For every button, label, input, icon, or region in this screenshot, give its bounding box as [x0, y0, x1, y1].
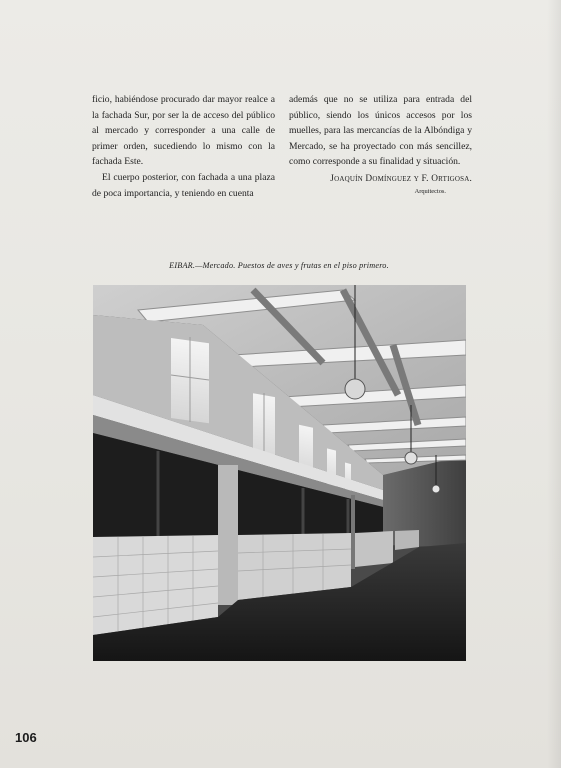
- market-interior-photo: [93, 285, 466, 661]
- author-signature: Joaquín Domínguez y F. Ortigosa.: [330, 173, 472, 184]
- page-edge-shadow: [547, 0, 561, 768]
- paragraph-left-2: El cuerpo posterior, con fachada a una plaza de poca importancia, y teniendo en cuenta: [92, 171, 275, 199]
- author-role: Arquitectos.: [414, 187, 446, 195]
- photo-caption: EIBAR.—Mercado. Puestos de aves y frutas en el piso primero.: [169, 261, 389, 270]
- page-number: 106: [15, 730, 37, 745]
- text-column-right: [289, 92, 472, 197]
- paragraph-right-1: además que no se utiliza para entrada del público, siendo los únicos accesos por los muelles, para las mercancías de la Albóndiga y Mercado, se ha proyectado con más sencillez, como corresponde a su finalidad y situación.: [289, 94, 472, 168]
- text-column-left: [92, 92, 275, 201]
- paragraph-left-1: ficio, habiéndose procurado dar mayor realce a la fachada Sur, por ser la de acceso del público al mercado y corresponder a una calle de primer orden, sucediendo lo mismo con la fachada Este.: [92, 94, 275, 168]
